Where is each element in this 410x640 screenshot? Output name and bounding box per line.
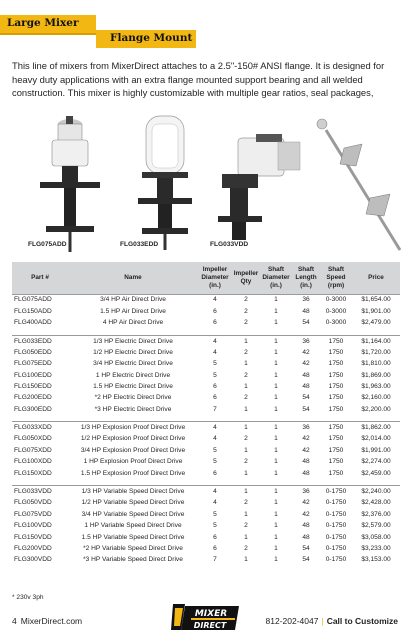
table-cell: $2,274.00 (361, 458, 391, 466)
table-row (12, 358, 400, 369)
table-row (12, 531, 400, 542)
table-row (12, 456, 400, 467)
table-cell: 1 (244, 405, 248, 413)
section-tab-label: Large Mixer (7, 17, 79, 29)
column-header: Impeller Qty (232, 262, 260, 294)
footer-separator: | (321, 616, 324, 626)
table-row (12, 422, 400, 433)
impeller-shaft-image (317, 119, 400, 250)
table-row (12, 445, 400, 456)
table-row (12, 554, 400, 565)
table-cell: 1/2 HP Electric Direct Drive (93, 348, 173, 356)
table-cell: 1/3 HP Explosion Proof Direct Drive (68, 422, 198, 433)
table-row (12, 347, 400, 358)
table-cell: 1 (260, 422, 292, 433)
table-cell: 6 (213, 545, 217, 552)
table-cell: 1.5 HP Explosion Proof Direct Drive (80, 469, 186, 477)
table-cell: 2 (244, 307, 248, 315)
table-cell: 2 (244, 458, 248, 466)
table-row (12, 294, 400, 305)
table-cell: 4 (198, 422, 232, 433)
table-cell: 48 (302, 307, 310, 315)
table-cell: 1750 (320, 422, 352, 433)
table-cell: 1 (274, 533, 278, 541)
table-cell: 0-1750 (325, 556, 347, 564)
spacer-cell (12, 479, 400, 486)
table-cell: FLG075ADD (12, 294, 68, 305)
product-table-container (12, 262, 400, 566)
table-row (12, 509, 400, 520)
table-cell: 1750 (328, 371, 344, 379)
footnote: * 230v 3ph (12, 594, 44, 601)
footer-site-link[interactable]: MixerDirect.com (20, 616, 83, 626)
table-cell: FLG075VDD (14, 510, 52, 518)
phone-number[interactable]: 812-202-4047 (265, 616, 319, 626)
table-cell: 1750 (328, 348, 344, 356)
table-row (12, 381, 400, 392)
table-cell: 1750 (328, 394, 344, 402)
table-cell: 1750 (328, 382, 344, 390)
table-cell: 1 (274, 371, 278, 379)
table-cell: 48 (302, 371, 310, 379)
table-cell: FLG150VDD (14, 533, 52, 541)
table-cell: 54 (302, 394, 310, 402)
table-cell: $3,153.00 (361, 556, 391, 564)
table-cell: 1 (260, 294, 292, 305)
table-cell: FLG400ADD (14, 318, 52, 326)
table-cell: 1 (274, 458, 278, 466)
table-cell: $2,160.00 (361, 394, 391, 402)
table-cell: 1 (244, 446, 248, 454)
table-cell: 3/4 HP Variable Speed Direct Drive (81, 510, 185, 518)
table-cell: 0-1750 (325, 533, 347, 541)
table-cell: $2,200.00 (361, 405, 391, 413)
table-cell: FLG150ADD (14, 307, 52, 315)
table-cell: 42 (302, 510, 310, 518)
table-cell: 36 (292, 486, 320, 497)
table-cell: $2,014.00 (361, 435, 391, 443)
table-cell: 1 (274, 446, 278, 454)
column-header: Shaft Length (in.) (292, 262, 320, 294)
table-cell: 1 (244, 556, 248, 564)
table-cell: 6 (213, 318, 217, 326)
table-cell: 1 (232, 422, 260, 433)
table-cell: 3/4 HP Explosion Proof Direct Drive (80, 446, 186, 454)
section-tab-flange-mount (96, 30, 196, 48)
table-cell: $2,479.00 (361, 318, 391, 326)
table-cell: 0-3000 (325, 307, 347, 315)
table-cell: 48 (302, 533, 310, 541)
footer-right (266, 616, 398, 626)
table-cell: FLG075XDD (14, 446, 52, 454)
table-cell: FLG033VDD (12, 486, 68, 497)
table-cell: 1750 (328, 435, 344, 443)
table-cell: 42 (302, 348, 310, 356)
column-header: Shaft Diameter (in.) (260, 262, 292, 294)
table-row (12, 404, 400, 415)
table-cell: $1,164.00 (352, 335, 400, 346)
photo-caption: FLG033EDD (120, 241, 159, 248)
table-cell: 0-1750 (325, 545, 347, 552)
photo-caption: FLG075ADD (28, 241, 67, 248)
table-cell: $1,869.00 (361, 371, 391, 379)
table-cell: 5 (213, 522, 217, 530)
table-cell: $2,459.00 (361, 469, 391, 477)
table-row (12, 467, 400, 478)
table-row (12, 335, 400, 346)
table-cell: 1750 (328, 446, 344, 454)
table-cell: FLG150EDD (14, 382, 52, 390)
table-cell: 5 (213, 510, 217, 518)
section-tab-large-mixer (0, 15, 96, 33)
table-cell: 5 (213, 360, 217, 368)
table-cell: 0-3000 (325, 318, 347, 326)
table-cell: FLG075EDD (14, 360, 52, 368)
table-cell: *3 HP Variable Speed Direct Drive (83, 556, 183, 564)
table-cell: 2 (244, 394, 248, 402)
table-row (12, 392, 400, 403)
table-cell: 0-1750 (325, 522, 347, 530)
table-row (12, 543, 400, 554)
table-cell: $1,991.00 (361, 446, 391, 454)
table-cell: 1 (260, 335, 292, 346)
table-cell: 1 (274, 545, 278, 552)
spacer-cell (12, 328, 400, 335)
table-cell: 2 (244, 348, 248, 356)
group-spacer (12, 328, 400, 335)
table-cell: 2 (244, 318, 248, 326)
table-cell: FLG300EDD (14, 405, 52, 413)
table-cell: 4 (213, 348, 217, 356)
mixer-variable-speed-image (218, 134, 300, 240)
table-cell: 1 (274, 307, 278, 315)
logo-text-line: MIXER (194, 609, 228, 619)
product-photos (0, 110, 410, 260)
table-cell: $2,240.00 (352, 486, 400, 497)
table-row (12, 317, 400, 328)
table-cell: 4 (198, 335, 232, 346)
table-cell: 42 (302, 499, 310, 507)
logo-text-line: DIRECT (193, 621, 227, 630)
table-cell: 1 (260, 486, 292, 497)
table-cell: 54 (302, 405, 310, 413)
table-cell: 2 (244, 435, 248, 443)
table-cell: 6 (213, 533, 217, 541)
table-cell: 4 (213, 499, 217, 507)
table-cell: 1/3 HP Electric Direct Drive (68, 335, 198, 346)
table-cell: 1 (274, 510, 278, 518)
table-cell: 54 (302, 556, 310, 564)
table-cell: 42 (302, 446, 310, 454)
table-cell: 1 (244, 510, 248, 518)
group-spacer (12, 415, 400, 422)
table-cell: 1 HP Explosion Proof Direct Drive (83, 458, 183, 466)
table-cell: 1 (274, 469, 278, 477)
table-cell: 2 (244, 545, 248, 552)
table-cell: FLG100EDD (14, 371, 52, 379)
table-cell: 1.5 HP Air Direct Drive (100, 307, 166, 315)
table-cell: $1,720.00 (361, 348, 391, 356)
table-cell: $2,579.00 (361, 522, 391, 530)
table-cell: 2 (244, 499, 248, 507)
table-cell: 4 (213, 435, 217, 443)
table-cell: 42 (302, 360, 310, 368)
table-cell: *2 HP Variable Speed Direct Drive (83, 545, 183, 552)
photo-caption: FLG033VDD (210, 241, 249, 248)
table-cell: 4 HP Air Direct Drive (102, 318, 164, 326)
table-cell: 1 (274, 405, 278, 413)
table-cell: *3 HP Electric Direct Drive (94, 405, 172, 413)
table-cell: 7 (213, 405, 217, 413)
mixer-direct-logo (171, 600, 241, 634)
table-cell: 2 (244, 371, 248, 379)
table-cell: 48 (302, 458, 310, 466)
table-cell: 54 (302, 318, 310, 326)
table-cell: 3/4 HP Electric Direct Drive (93, 360, 173, 368)
mixer-air-drive-image (40, 116, 100, 252)
table-cell: 0-1750 (325, 510, 347, 518)
table-cell: 1/2 HP Variable Speed Direct Drive (81, 499, 185, 507)
column-header: Price (352, 262, 400, 294)
table-cell: 5 (213, 371, 217, 379)
table-row (12, 433, 400, 444)
table-cell: 1 (274, 382, 278, 390)
table-row (12, 497, 400, 508)
table-cell: 1 (274, 522, 278, 530)
table-cell: 7 (213, 556, 217, 564)
column-header: Part # (12, 262, 68, 294)
table-cell: $2,428.00 (361, 499, 391, 507)
table-cell: FLG033EDD (12, 335, 68, 346)
table-cell: FLG200EDD (14, 394, 52, 402)
table-row (12, 369, 400, 380)
table-row (12, 486, 400, 497)
table-cell: $1,654.00 (352, 294, 400, 305)
table-cell: 0-1750 (320, 486, 352, 497)
intro-paragraph: This line of mixers from MixerDirect attaches to a 2.5"-150# ANSI flange. It is designed for heavy duty applications with an extra flange mounted support bearing and all welded construction. This mixer is highly customizable with multiple gear ratios, seal packages, (12, 60, 385, 98)
tab-divider (0, 33, 96, 35)
table-cell: 2 (244, 522, 248, 530)
table-cell: FLG150XDD (14, 469, 52, 477)
table-cell: 1 (244, 469, 248, 477)
table-cell: 1 (274, 556, 278, 564)
table-cell: 6 (213, 307, 217, 315)
table-cell: 42 (302, 435, 310, 443)
table-cell: FLG100VDD (14, 522, 52, 530)
table-cell: 1 (244, 360, 248, 368)
table-cell: 48 (302, 522, 310, 530)
table-cell: 1 (274, 435, 278, 443)
table-cell: 1 HP Electric Direct Drive (95, 371, 171, 379)
table-row (12, 305, 400, 316)
group-spacer (12, 479, 400, 486)
column-header: Name (68, 262, 198, 294)
table-cell: 1750 (328, 405, 344, 413)
table-cell: FLG050EDD (14, 348, 52, 356)
table-row (12, 520, 400, 531)
table-cell: $1,810.00 (361, 360, 391, 368)
table-cell: 1.5 HP Electric Direct Drive (93, 382, 173, 390)
table-cell: 36 (292, 422, 320, 433)
table-cell: $3,233.00 (361, 545, 391, 552)
table-cell: 1 (232, 486, 260, 497)
column-header: Impeller Diameter (in.) (198, 262, 232, 294)
table-cell: 36 (292, 335, 320, 346)
table-cell: $3,058.00 (361, 533, 391, 541)
table-cell: FLG050VDD (14, 499, 52, 507)
table-cell: 4 (198, 486, 232, 497)
table-cell: 4 (198, 294, 232, 305)
table-cell: $1,862.00 (352, 422, 400, 433)
table-cell: 5 (213, 446, 217, 454)
table-cell: 1 (232, 335, 260, 346)
table-cell: 1/2 HP Explosion Proof Direct Drive (80, 435, 186, 443)
table-cell: 36 (292, 294, 320, 305)
table-cell: FLG200VDD (14, 545, 52, 552)
table-cell: 1 (274, 394, 278, 402)
table-cell: *2 HP Electric Direct Drive (94, 394, 172, 402)
table-cell: 0-3000 (320, 294, 352, 305)
table-cell: 1 (274, 318, 278, 326)
table-cell: 1750 (320, 335, 352, 346)
table-cell: 1.5 HP Variable Speed Direct Drive (81, 533, 185, 541)
table-body (12, 294, 400, 566)
table-cell: FLG300VDD (14, 556, 52, 564)
table-cell: 1 (244, 382, 248, 390)
table-cell: 1 (274, 499, 278, 507)
call-to-customize: Call to Customize (326, 616, 398, 626)
table-cell: 1 (244, 533, 248, 541)
table-cell: $1,901.00 (361, 307, 391, 315)
table-cell: 1 (274, 348, 278, 356)
table-cell: 6 (213, 382, 217, 390)
table-cell: 0-1750 (325, 499, 347, 507)
table-cell: 5 (213, 458, 217, 466)
table-cell: 48 (302, 469, 310, 477)
table-cell: 54 (302, 545, 310, 552)
table-cell: 3/4 HP Air Direct Drive (68, 294, 198, 305)
table-cell: 1 (274, 360, 278, 368)
table-cell: 1750 (328, 458, 344, 466)
table-cell: 1/3 HP Variable Speed Direct Drive (68, 486, 198, 497)
section-tab-label: Flange Mount (110, 32, 193, 44)
product-table (12, 262, 400, 566)
page-number: 4 (12, 616, 17, 626)
table-cell: FLG100XDD (14, 458, 52, 466)
table-cell: 1 HP Variable Speed Direct Drive (84, 522, 182, 530)
table-header-row (12, 262, 400, 294)
table-cell: 2 (232, 294, 260, 305)
table-cell: FLG033XDD (12, 422, 68, 433)
table-cell: 48 (302, 382, 310, 390)
table-cell: 1750 (328, 360, 344, 368)
table-cell: $1,963.00 (361, 382, 391, 390)
spacer-cell (12, 415, 400, 422)
table-cell: 6 (213, 394, 217, 402)
table-cell: $2,376.00 (361, 510, 391, 518)
table-cell: 6 (213, 469, 217, 477)
table-cell: 1750 (328, 469, 344, 477)
footer-left (12, 616, 82, 626)
table-cell: FLG050XDD (14, 435, 52, 443)
column-header: Shaft Speed (rpm) (320, 262, 352, 294)
mixer-electric-drive-image (138, 116, 192, 250)
